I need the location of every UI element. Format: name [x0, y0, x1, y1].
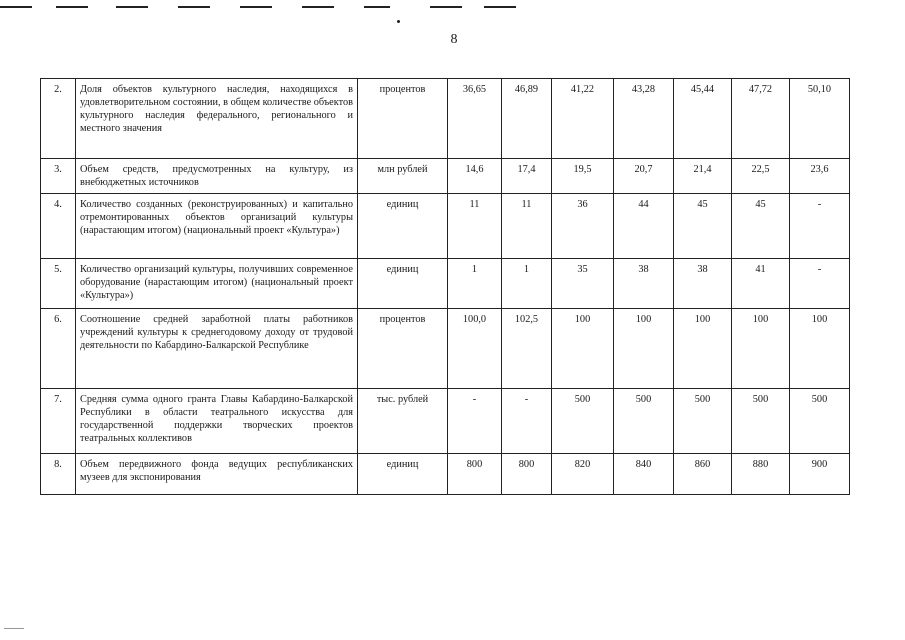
value-cell: 11 [448, 194, 502, 259]
scan-dot [397, 20, 400, 23]
table-row [41, 159, 850, 194]
table-row [41, 79, 850, 159]
value-cell: 500 [674, 389, 732, 454]
value-cell: 38 [614, 259, 674, 309]
indicator-name: Объем средств, предусмотренных на культуру, из внебюджетных источников [76, 159, 358, 194]
value-cell: - [790, 194, 850, 259]
value-cell: 35 [552, 259, 614, 309]
value-cell: 102,5 [502, 309, 552, 389]
indicator-name: Количество созданных (реконструированных) и капитально отремонтированных объектов организаций культуры (нарастающим итогом) (национальный проект «Культура») [76, 194, 358, 259]
table-row [41, 309, 850, 389]
value-cell: 500 [614, 389, 674, 454]
value-cell: 41 [732, 259, 790, 309]
unit-cell: единиц [358, 194, 448, 259]
indicator-name: Количество организаций культуры, получивших современное оборудование (нарастающим итогом) (национальный проект «Культура») [76, 259, 358, 309]
indicators-table [40, 78, 850, 495]
value-cell: 43,28 [614, 79, 674, 159]
value-cell: 100 [790, 309, 850, 389]
value-cell: - [790, 259, 850, 309]
value-cell: 17,4 [502, 159, 552, 194]
indicator-name: Соотношение средней заработной платы работников учреждений культуры к среднегодовому доходу от трудовой деятельности по Кабардино-Балкарской Республике [76, 309, 358, 389]
value-cell: - [502, 389, 552, 454]
value-cell: 22,5 [732, 159, 790, 194]
value-cell: 900 [790, 454, 850, 495]
value-cell: 860 [674, 454, 732, 495]
value-cell: 1 [502, 259, 552, 309]
row-number: 3. [41, 159, 76, 194]
indicator-name: Средняя сумма одного гранта Главы Кабардино-Балкарской Республики в области театрального искусства для государственной поддержки творческих проектов театральных коллективов [76, 389, 358, 454]
row-number: 5. [41, 259, 76, 309]
value-cell: 100 [732, 309, 790, 389]
value-cell: 800 [448, 454, 502, 495]
unit-cell: тыс. рублей [358, 389, 448, 454]
value-cell: 800 [502, 454, 552, 495]
value-cell: - [448, 389, 502, 454]
value-cell: 100 [674, 309, 732, 389]
row-number: 2. [41, 79, 76, 159]
value-cell: 500 [552, 389, 614, 454]
indicator-name: Доля объектов культурного наследия, находящихся в удовлетворительном состоянии, в общем количестве объектов культурного наследия федерального, регионального и местного значения [76, 79, 358, 159]
scan-top-marks [0, 0, 905, 12]
value-cell: 45 [732, 194, 790, 259]
value-cell: 36 [552, 194, 614, 259]
scan-bottom-mark [4, 628, 24, 629]
value-cell: 23,6 [790, 159, 850, 194]
row-number: 7. [41, 389, 76, 454]
value-cell: 50,10 [790, 79, 850, 159]
value-cell: 45,44 [674, 79, 732, 159]
row-number: 4. [41, 194, 76, 259]
value-cell: 38 [674, 259, 732, 309]
value-cell: 1 [448, 259, 502, 309]
unit-cell: единиц [358, 259, 448, 309]
value-cell: 21,4 [674, 159, 732, 194]
row-number: 8. [41, 454, 76, 495]
value-cell: 19,5 [552, 159, 614, 194]
indicator-name: Объем передвижного фонда ведущих республиканских музеев для экспонирования [76, 454, 358, 495]
value-cell: 44 [614, 194, 674, 259]
value-cell: 11 [502, 194, 552, 259]
unit-cell: процентов [358, 309, 448, 389]
value-cell: 14,6 [448, 159, 502, 194]
value-cell: 100,0 [448, 309, 502, 389]
table-row [41, 454, 850, 495]
value-cell: 840 [614, 454, 674, 495]
value-cell: 46,89 [502, 79, 552, 159]
table-row [41, 194, 850, 259]
value-cell: 100 [552, 309, 614, 389]
row-number: 6. [41, 309, 76, 389]
value-cell: 47,72 [732, 79, 790, 159]
unit-cell: процентов [358, 79, 448, 159]
value-cell: 500 [732, 389, 790, 454]
page-number: 8 [450, 32, 458, 47]
value-cell: 500 [790, 389, 850, 454]
unit-cell: млн рублей [358, 159, 448, 194]
value-cell: 100 [614, 309, 674, 389]
table-row [41, 259, 850, 309]
value-cell: 36,65 [448, 79, 502, 159]
value-cell: 820 [552, 454, 614, 495]
unit-cell: единиц [358, 454, 448, 495]
table-row [41, 389, 850, 454]
value-cell: 20,7 [614, 159, 674, 194]
value-cell: 45 [674, 194, 732, 259]
value-cell: 880 [732, 454, 790, 495]
value-cell: 41,22 [552, 79, 614, 159]
